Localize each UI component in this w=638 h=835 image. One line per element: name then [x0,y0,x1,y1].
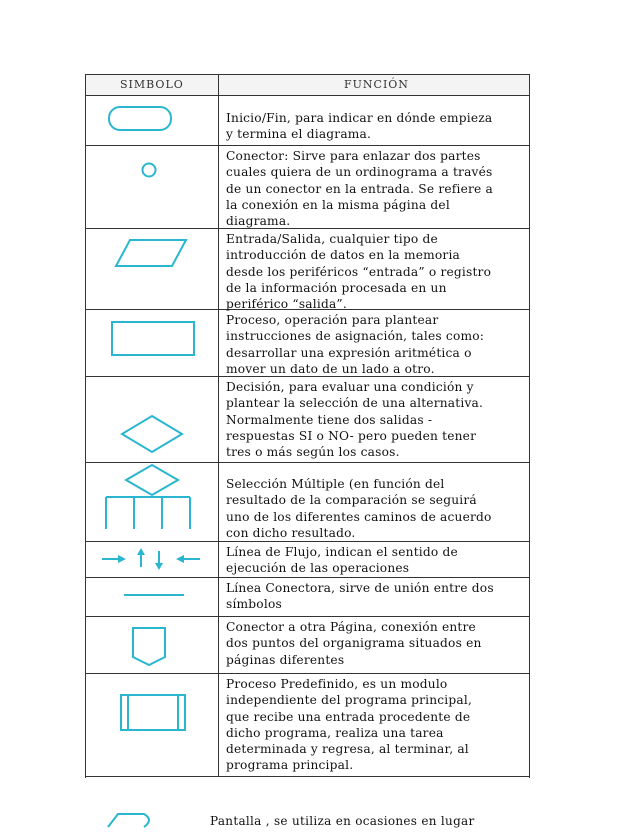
symbol-cell [86,463,219,541]
display-icon [104,805,156,835]
symbol-cell [86,310,219,376]
symbol-cell [86,542,219,577]
flow-line-icon [86,542,218,577]
table-row [86,95,529,146]
connecting-line-icon [86,578,218,616]
predefined-process-icon [86,674,218,776]
flowchart-symbols-table [85,74,530,778]
off-page-connector-icon [86,617,218,673]
row-description: Proceso, operación para plantear instrucciones de asignación, tales como: desarrollar una expresión aritmética o mover un dato de un lado a otro. [226,313,485,376]
multiple-selection-icon [86,463,218,541]
row-description: Conector: Sirve para enlazar dos partes cuales quiera de un ordinograma a través de un conector en la entrada. Se refiere a la conexión en la misma página del diagrama. [226,149,493,229]
symbol-cell [86,617,219,673]
header-symbol: SIMBOLO [120,78,184,91]
symbol-cell [86,146,219,228]
table-row [86,146,529,229]
table-row [86,310,529,377]
table-header [86,74,529,96]
symbol-cell [86,377,219,462]
table-row [86,578,529,617]
table-row [86,542,529,578]
row-description: Proceso Predefinido, es un modulo independiente del programa principal, que recibe una entrada procedente de dicho programa, realiza una tarea determinada y regresa, al terminar, al programa principal. [226,677,473,773]
row-description: Conector a otra Página, conexión entre dos puntos del organigrama situados en páginas diferentes [226,620,482,667]
display-description: Pantalla , se utiliza en ocasiones en lugar [210,814,475,828]
row-description: Decisión, para evaluar una condición y plantear la selección de una alternativa. Normalmente tiene dos salidas - respuestas SI o NO- pero pueden tener tres o más según los casos. [226,380,484,460]
row-description: Línea Conectora, sirve de unión entre dos símbolos [226,581,494,612]
row-description: Entrada/Salida, cualquier tipo de introducción de datos en la memoria desde los periféricos “entrada” o registro de la información procesada en un periférico “salida”. [226,232,492,312]
table-row [86,463,529,542]
terminal-icon [86,95,218,145]
table-row [86,674,529,777]
table-row [86,377,529,463]
header-function: FUNCIÓN [344,78,409,91]
symbol-cell [86,229,219,309]
row-description: Inicio/Fin, para indicar en dónde empieza y termina el diagrama. [226,111,493,142]
row-description: Línea de Flujo, indican el sentido de ejecución de las operaciones [226,545,458,576]
table-row [86,617,529,674]
input-output-icon [86,229,218,309]
process-icon [86,310,218,376]
symbol-cell [86,674,219,776]
symbol-cell [86,95,219,145]
row-description: Selección Múltiple (en función del resultado de la comparación se seguirá uno de los diferentes caminos de acuerdo con dicho resultado. [226,477,492,540]
table-row [86,229,529,310]
connector-icon [86,146,218,228]
symbol-cell [86,578,219,616]
decision-icon [86,377,218,462]
